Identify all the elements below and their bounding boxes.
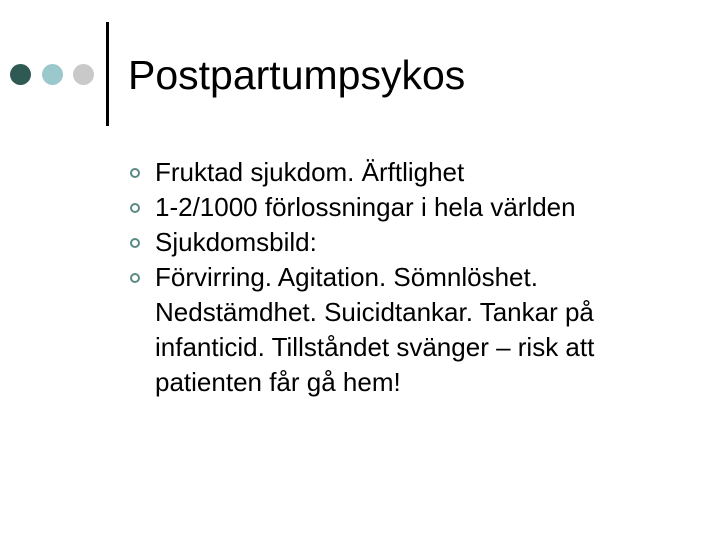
teal-dot-icon — [42, 64, 63, 85]
bullet-item — [0, 225, 720, 260]
bullet-text: Sjukdomsbild: — [155, 227, 317, 257]
gray-dot-icon — [73, 64, 94, 85]
bullet-item — [0, 155, 720, 190]
slide-title: Postpartumpsykos — [128, 52, 466, 98]
title-divider — [106, 22, 109, 126]
bullet-list — [0, 155, 720, 400]
bullet-text: Fruktad sjukdom. Ärftlighet — [155, 157, 465, 187]
decorative-dots-icon — [10, 64, 100, 86]
bullet-circle-icon — [130, 168, 140, 178]
dark-dot-icon — [10, 64, 31, 85]
bullet-item — [0, 190, 720, 225]
bullet-circle-icon — [130, 203, 140, 213]
bullet-text: Förvirring. Agitation. Sömnlöshet. Nedstämdhet. Suicidtankar. Tankar på infanticid. Tillståndet svänger – risk att patienten får gå hem! — [155, 262, 595, 397]
bullet-item — [0, 260, 720, 400]
bullet-text: 1-2/1000 förlossningar i hela världen — [155, 192, 576, 222]
bullet-circle-icon — [130, 238, 140, 248]
bullet-circle-icon — [130, 273, 140, 283]
